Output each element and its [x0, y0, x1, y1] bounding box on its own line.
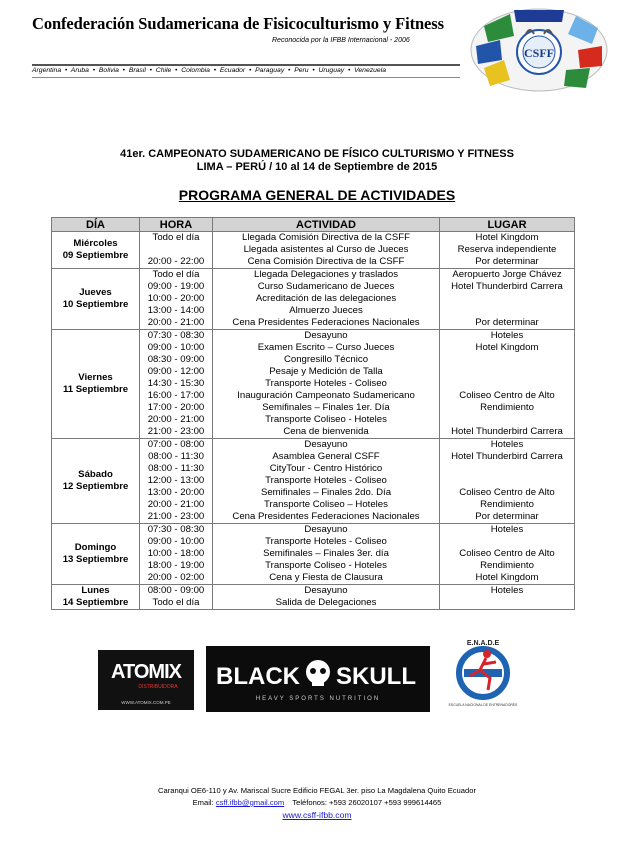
- day-name: Jueves: [79, 287, 112, 298]
- lugar-line: Hotel Thunderbird Carrera: [451, 451, 563, 462]
- lugar-cell: [440, 269, 575, 330]
- lugar-cell: [440, 232, 575, 269]
- lugar-line: Coliseo Centro de Alto: [459, 390, 555, 401]
- actividad-line: Transporte Coliseo – Hoteles: [264, 499, 388, 510]
- actividad-line: Cena y Fiesta de Clausura: [269, 572, 383, 583]
- actividad-line: Desayuno: [304, 585, 348, 596]
- actividad-line: Desayuno: [304, 330, 348, 341]
- actividad-cell: [213, 439, 440, 524]
- table-header-row: [52, 218, 575, 232]
- lugar-cell: [440, 330, 575, 439]
- actividad-line: Congresillo Técnico: [283, 354, 369, 365]
- atomix-url: WWW.ATOMIX.COM.PE: [121, 700, 171, 705]
- event-title-line1: 41er. CAMPEONATO SUDAMERICANO DE FÍSICO CULTURISMO Y FITNESS: [120, 148, 514, 160]
- hora-line: 14:30 - 15:30: [147, 378, 205, 389]
- country-separator: •: [171, 67, 182, 74]
- org-recognition: Reconocida por la IFBB Internacional - 2006: [272, 37, 410, 44]
- lugar-line: Rendimiento: [480, 499, 534, 510]
- hora-cell: [140, 585, 213, 610]
- csff-logo-text: CSFF: [524, 46, 554, 60]
- lugar-line: [442, 463, 572, 475]
- day-cell: [52, 524, 140, 585]
- event-title-line2: LIMA – PERÚ / 10 al 14 de Septiembre de 2015: [196, 161, 438, 173]
- footer-contact: [0, 798, 634, 807]
- actividad-line: Cena de bienvenida: [283, 426, 369, 437]
- hora-line: Todo el día: [152, 232, 200, 243]
- country-separator: •: [88, 67, 99, 74]
- hora-line: 08:00 - 09:00: [147, 585, 205, 596]
- actividad-line: Llegada asistentes al Curso de Jueces: [243, 244, 409, 255]
- hora-line: [142, 244, 210, 256]
- enade-logo: [440, 636, 526, 710]
- hora-line: 21:00 - 23:00: [147, 511, 205, 522]
- country-separator: •: [245, 67, 256, 74]
- hora-line: 08:30 - 09:00: [147, 354, 205, 365]
- actividad-cell: [213, 232, 440, 269]
- actividad-line: Desayuno: [304, 439, 348, 450]
- country-name: Colombia: [181, 67, 210, 74]
- lugar-line: [442, 414, 572, 426]
- actividad-line: Transporte Hoteles - Coliseo: [265, 475, 387, 486]
- hora-line: Todo el día: [152, 597, 200, 608]
- csff-logo: [468, 6, 610, 94]
- atomix-tagline: DISTRIBUIDORA: [138, 684, 178, 690]
- table-row: [52, 269, 575, 330]
- atomix-logo: [98, 650, 194, 710]
- table-row: [52, 232, 575, 269]
- hora-line: 13:00 - 14:00: [147, 305, 205, 316]
- day-date: 13 Septiembre: [62, 554, 129, 565]
- footer-phones: Teléfonos: +593 26020107 +593 999614465: [292, 798, 442, 807]
- lugar-line: Rendimiento: [480, 402, 534, 413]
- hora-line: 20:00 - 21:00: [147, 414, 205, 425]
- schedule-table: [51, 217, 575, 610]
- day-date: 12 Septiembre: [62, 481, 129, 492]
- actividad-line: Semifinales – Finales 1er. Día: [262, 402, 390, 413]
- hora-line: 13:00 - 20:00: [147, 487, 205, 498]
- day-cell: [52, 330, 140, 439]
- day-date: 14 Septiembre: [62, 597, 129, 608]
- actividad-line: Salida de Delegaciones: [275, 597, 377, 608]
- country-name: Ecuador: [219, 67, 246, 74]
- hora-cell: [140, 524, 213, 585]
- hora-cell: [140, 330, 213, 439]
- hora-line: 09:00 - 12:00: [147, 366, 205, 377]
- actividad-line: Transporte Hoteles - Coliseo: [265, 378, 387, 389]
- lugar-line: Coliseo Centro de Alto: [459, 487, 555, 498]
- enade-name: E.N.A.D.E: [466, 640, 500, 647]
- lugar-line: [442, 366, 572, 378]
- hora-cell: [140, 269, 213, 330]
- hora-line: 08:00 - 11:30: [148, 451, 204, 462]
- header-rule-bottom: [32, 77, 460, 78]
- table-row: [52, 524, 575, 585]
- header-actividad: ACTIVIDAD: [213, 218, 440, 232]
- lugar-line: [442, 354, 572, 366]
- lugar-line: Por determinar: [475, 256, 539, 267]
- header-lugar: LUGAR: [440, 218, 575, 232]
- hora-line: 20:00 - 22:00: [147, 256, 205, 267]
- country-name: Peru: [294, 67, 309, 74]
- country-separator: •: [284, 67, 295, 74]
- table-row: [52, 585, 575, 610]
- country-name: Aruba: [70, 67, 89, 74]
- country-separator: •: [308, 67, 319, 74]
- lugar-line: [442, 293, 572, 305]
- footer-address: Caranqui OE6-110 y Av. Mariscal Sucre Edificio FEGAL 3er. piso La Magdalena Quito Ecuador: [158, 786, 476, 795]
- lugar-line: Hotel Thunderbird Carrera: [451, 426, 563, 437]
- header-rule: [32, 64, 460, 66]
- footer-email-link[interactable]: csff.ifbb@gmail.com: [215, 798, 285, 807]
- country-name: Venezuela: [354, 67, 386, 74]
- actividad-line: Desayuno: [304, 524, 348, 535]
- actividad-line: Semifinales – Finales 3er. día: [263, 548, 389, 559]
- lugar-line: Por determinar: [475, 511, 539, 522]
- day-date: 11 Septiembre: [62, 384, 129, 395]
- country-name: Uruguay: [318, 67, 345, 74]
- hora-line: 21:00 - 23:00: [147, 426, 205, 437]
- lugar-line: Aeropuerto Jorge Chávez: [452, 269, 562, 280]
- lugar-line: Hotel Thunderbird Carrera: [451, 281, 563, 292]
- country-name: Chile: [155, 67, 172, 74]
- actividad-line: Llegada Comisión Directiva de la CSFF: [242, 232, 410, 243]
- hora-line: 09:00 - 19:00: [147, 281, 205, 292]
- hora-cell: [140, 232, 213, 269]
- lugar-line: Hotel Kingdom: [475, 572, 539, 583]
- actividad-cell: [213, 585, 440, 610]
- countries-list: [32, 67, 462, 74]
- actividad-line: Pesaje y Medición de Talla: [269, 366, 383, 377]
- hora-line: 08:00 - 11:30: [148, 463, 204, 474]
- blackskull-name-left: BLACK: [216, 663, 300, 690]
- lugar-line: [442, 597, 572, 609]
- lugar-line: Rendimiento: [480, 560, 534, 571]
- lugar-line: Coliseo Centro de Alto: [459, 548, 555, 559]
- actividad-cell: [213, 524, 440, 585]
- hora-line: 07:30 - 08:30: [147, 524, 205, 535]
- country-separator: •: [344, 67, 355, 74]
- actividad-line: Llegada Delegaciones y traslados: [254, 269, 398, 280]
- day-cell: [52, 439, 140, 524]
- hora-line: 20:00 - 21:00: [147, 317, 205, 328]
- hora-line: Todo el día: [152, 269, 200, 280]
- country-separator: •: [145, 67, 156, 74]
- org-title: Confederación Sudamericana de Fisicoculturismo y Fitness: [32, 14, 444, 33]
- program-title: PROGRAMA GENERAL DE ACTIVIDADES: [178, 187, 456, 203]
- lugar-line: Hoteles: [490, 330, 524, 341]
- day-name: Sábado: [78, 469, 113, 480]
- lugar-line: Hoteles: [490, 524, 524, 535]
- day-name: Viernes: [78, 372, 113, 383]
- hora-line: 12:00 - 13:00: [147, 475, 205, 486]
- actividad-line: Semifinales – Finales 2do. Día: [260, 487, 392, 498]
- blackskull-name-right: SKULL: [336, 663, 416, 690]
- hora-line: 10:00 - 20:00: [147, 293, 205, 304]
- lugar-line: Hoteles: [490, 439, 524, 450]
- day-name: Domingo: [74, 542, 117, 553]
- atomix-name: ATOMIX: [111, 661, 181, 683]
- day-name: Lunes: [81, 585, 110, 596]
- actividad-line: Acreditación de las delegaciones: [255, 293, 397, 304]
- header-hora: HORA: [140, 218, 213, 232]
- day-date: 09 Septiembre: [62, 250, 129, 261]
- lugar-line: Por determinar: [475, 317, 539, 328]
- lugar-line: Hotel Kingdom: [475, 342, 539, 353]
- hora-line: 07:30 - 08:30: [147, 330, 205, 341]
- hora-line: 07:00 - 08:00: [147, 439, 205, 450]
- table-row: [52, 330, 575, 439]
- footer-email-label: Email:: [192, 798, 214, 807]
- table-row: [52, 439, 575, 524]
- lugar-line: Hotel Kingdom: [475, 232, 539, 243]
- country-separator: •: [118, 67, 129, 74]
- country-name: Brasil: [128, 67, 146, 74]
- lugar-line: [442, 305, 572, 317]
- country-separator: •: [209, 67, 220, 74]
- hora-line: 10:00 - 18:00: [147, 548, 205, 559]
- actividad-line: Transporte Coliseo - Hoteles: [265, 560, 387, 571]
- hora-line: 17:00 - 20:00: [147, 402, 205, 413]
- day-cell: [52, 232, 140, 269]
- footer-website-link[interactable]: www.csff-ifbb.com: [282, 810, 352, 820]
- hora-line: 16:00 - 17:00: [147, 390, 205, 401]
- actividad-line: Inauguración Campeonato Sudamericano: [237, 390, 415, 401]
- day-name: Miércoles: [73, 238, 118, 249]
- actividad-line: Cena Presidentes Federaciones Nacionales: [232, 317, 420, 328]
- header-dia: DÍA: [52, 218, 140, 232]
- lugar-line: [442, 475, 572, 487]
- blackskull-logo: [206, 646, 430, 712]
- actividad-cell: [213, 269, 440, 330]
- actividad-line: Almuerzo Jueces: [289, 305, 363, 316]
- hora-line: 20:00 - 02:00: [147, 572, 205, 583]
- lugar-line: Hoteles: [490, 585, 524, 596]
- actividad-line: Examen Escrito – Curso Jueces: [257, 342, 395, 353]
- lugar-cell: [440, 585, 575, 610]
- lugar-line: Reserva independiente: [457, 244, 557, 255]
- country-separator: •: [61, 67, 71, 74]
- blackskull-tagline: HEAVY SPORTS NUTRITION: [255, 696, 381, 702]
- actividad-line: CityTour - Centro Histórico: [269, 463, 383, 474]
- lugar-cell: [440, 524, 575, 585]
- actividad-line: Curso Sudamericano de Jueces: [257, 281, 395, 292]
- hora-cell: [140, 439, 213, 524]
- hora-line: 09:00 - 10:00: [147, 342, 205, 353]
- country-name: Argentina: [32, 67, 62, 74]
- actividad-line: Cena Comisión Directiva de la CSFF: [247, 256, 405, 267]
- country-name: Bolivia: [98, 67, 119, 74]
- enade-tagline: ESCUELA NACIONAL DE ENTRENADORES: [448, 703, 518, 707]
- actividad-line: Cena Presidentes Federaciones Nacionales: [232, 511, 420, 522]
- lugar-cell: [440, 439, 575, 524]
- lugar-line: [442, 536, 572, 548]
- day-cell: [52, 585, 140, 610]
- actividad-cell: [213, 330, 440, 439]
- hora-line: 20:00 - 21:00: [147, 499, 205, 510]
- actividad-line: Asamblea General CSFF: [272, 451, 380, 462]
- day-cell: [52, 269, 140, 330]
- actividad-line: Transporte Coliseo - Hoteles: [265, 414, 387, 425]
- hora-line: 09:00 - 10:00: [147, 536, 205, 547]
- runner-icon: [483, 650, 491, 658]
- lugar-line: [442, 378, 572, 390]
- hora-line: 18:00 - 19:00: [147, 560, 205, 571]
- day-date: 10 Septiembre: [62, 299, 129, 310]
- country-name: Paraguay: [255, 67, 285, 74]
- actividad-line: Transporte Hoteles - Coliseo: [265, 536, 387, 547]
